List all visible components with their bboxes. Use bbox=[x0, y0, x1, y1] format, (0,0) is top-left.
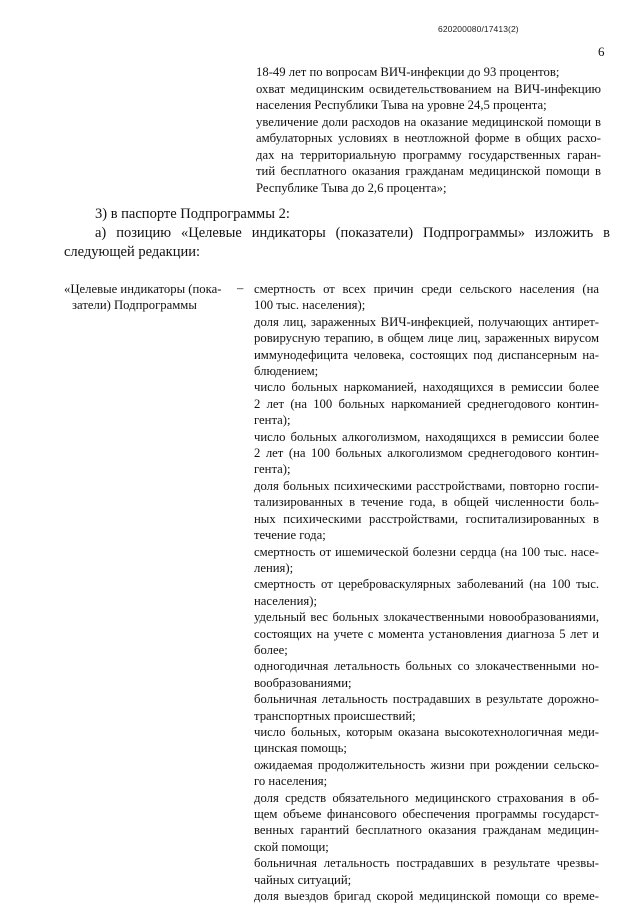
indicator-line: смертность от всех причин среди сельского населения (на bbox=[254, 282, 599, 296]
indicator-line: доля лиц, зараженных ВИЧ-инфекцией, получающих антирет- bbox=[254, 314, 599, 329]
indicator-item bbox=[254, 691, 599, 724]
indicator-line: одногодичная летальность больных со злокачественными но- bbox=[254, 659, 599, 674]
indicator-line: число больных алкоголизмом, находящихся в ремиссии более bbox=[254, 429, 599, 444]
indicator-item bbox=[254, 544, 599, 577]
indicator-line: больничная летальность пострадавших в результате чрезвы- bbox=[254, 856, 599, 871]
indicator-line: цинская помощь; bbox=[254, 741, 347, 756]
indicator-line: гента); bbox=[254, 413, 291, 428]
indicator-line: доля больных психическими расстройствами, повторно госпи- bbox=[254, 478, 599, 493]
indicator-line: больничная летальность пострадавших в результате дорожно- bbox=[254, 692, 599, 707]
intro-line: увеличение доли расходов на оказание медицинской помощи в bbox=[256, 114, 601, 129]
indicator-line: иммунодефицита человека, состоящих под диспансерным на- bbox=[254, 347, 599, 362]
page-number: 6 bbox=[598, 44, 605, 59]
intro-line: охват медицинским освидетельствованием на ВИЧ-инфекцию bbox=[256, 81, 601, 96]
indicator-line: доля средств обязательного медицинского страхования в об- bbox=[254, 790, 599, 805]
indicator-line: состоящих на учете с момента установления диагноза 5 лет и bbox=[254, 626, 599, 641]
indicator-line: ожидаемая продолжительность жизни при рождении сельско- bbox=[254, 757, 599, 772]
indicator-item bbox=[254, 576, 599, 609]
indicator-line: 2 лет (на 100 больных наркоманией среднегодового контин- bbox=[254, 396, 599, 411]
indicator-line: вообразованиями; bbox=[254, 675, 352, 690]
indicator-item bbox=[254, 609, 599, 658]
indicator-item bbox=[254, 888, 599, 904]
indicator-line: смертность от ишемической болезни сердца (на 100 тыс. насе- bbox=[254, 544, 599, 559]
intro-line: Республике Тыва до 2,6 процента»; bbox=[256, 180, 447, 195]
indicator-line: более; bbox=[254, 642, 288, 657]
indicator-item bbox=[254, 757, 599, 790]
clause-line: а) позицию «Целевые индикаторы (показатели) Подпрограммы» изложить в bbox=[95, 225, 610, 241]
indicator-item bbox=[254, 855, 599, 888]
indicator-line: течение года; bbox=[254, 528, 326, 543]
indicator-line: удельный вес больных злокачественными новообразованиями, bbox=[254, 610, 599, 625]
intro-line: 18-49 лет по вопросам ВИЧ-инфекции до 93 процентов; bbox=[256, 65, 560, 79]
indicator-item bbox=[254, 724, 599, 757]
indicators-label-line: затели) Подпрограммы bbox=[72, 298, 197, 312]
document-code: 620200080/17413(2) bbox=[438, 24, 519, 34]
indicator-line: число больных наркоманией, находящихся в ремиссии более bbox=[254, 380, 599, 395]
indicator-line: 2 лет (на 100 больных алкоголизмом среднегодового контин- bbox=[254, 446, 599, 461]
indicator-line: ской помощи; bbox=[254, 839, 329, 854]
indicator-line: смертность от цереброваскулярных заболеваний (на 100 тыс. bbox=[254, 577, 599, 592]
indicators-list bbox=[254, 281, 599, 904]
indicator-line: ровирусную терапию, в общем лице лиц, зараженных вирусом bbox=[254, 331, 599, 346]
intro-line: населения Республики Тыва на уровне 24,5 процента; bbox=[256, 98, 547, 112]
intro-paragraph bbox=[256, 64, 601, 196]
indicator-line: ных психическими расстройствами, госпитализированных в bbox=[254, 511, 599, 526]
label-dash: – bbox=[237, 281, 244, 295]
indicator-line: гента); bbox=[254, 462, 291, 477]
indicator-item bbox=[254, 379, 599, 428]
intro-line: тий бесплатного оказания гражданам медицинской помощи в bbox=[256, 164, 601, 178]
indicator-line: чайных ситуаций; bbox=[254, 872, 352, 887]
indicator-line: венных гарантий бесплатного оказания гражданам медицин- bbox=[254, 823, 599, 838]
indicators-label-line: «Целевые индикаторы (пока- bbox=[64, 282, 222, 296]
indicator-item bbox=[254, 478, 599, 544]
indicator-line: населения); bbox=[254, 593, 317, 608]
indicator-item bbox=[254, 658, 599, 691]
indicator-line: тализированных в течение года, в общей численности боль- bbox=[254, 495, 599, 510]
indicator-line: 100 тыс. населения); bbox=[254, 298, 366, 313]
indicator-item bbox=[254, 790, 599, 856]
indicator-line: число больных, которым оказана высокотехнологичная меди- bbox=[254, 724, 599, 739]
indicator-line: доля выездов бригад скорой медицинской помощи со време- bbox=[254, 889, 599, 904]
indicator-line: транспортных происшествий; bbox=[254, 708, 416, 723]
indicator-item bbox=[254, 429, 599, 478]
indicator-line: го населения; bbox=[254, 774, 328, 789]
indicator-line: блюдением; bbox=[254, 364, 319, 379]
indicators-label bbox=[64, 281, 234, 313]
indicator-line: ления); bbox=[254, 560, 294, 575]
indicator-line: щем объеме финансового обеспечения программы государст- bbox=[254, 807, 599, 821]
section-heading: 3) в паспорте Подпрограммы 2: bbox=[95, 206, 290, 222]
intro-line: амбулаторных условиях в неотложной форме в общих расхо- bbox=[256, 131, 601, 145]
intro-line: дах на территориальную программу государственных гаран- bbox=[256, 147, 601, 162]
clause-paragraph bbox=[64, 224, 610, 261]
clause-line: следующей редакции: bbox=[64, 243, 201, 260]
indicator-item bbox=[254, 281, 599, 314]
indicator-item bbox=[254, 314, 599, 380]
